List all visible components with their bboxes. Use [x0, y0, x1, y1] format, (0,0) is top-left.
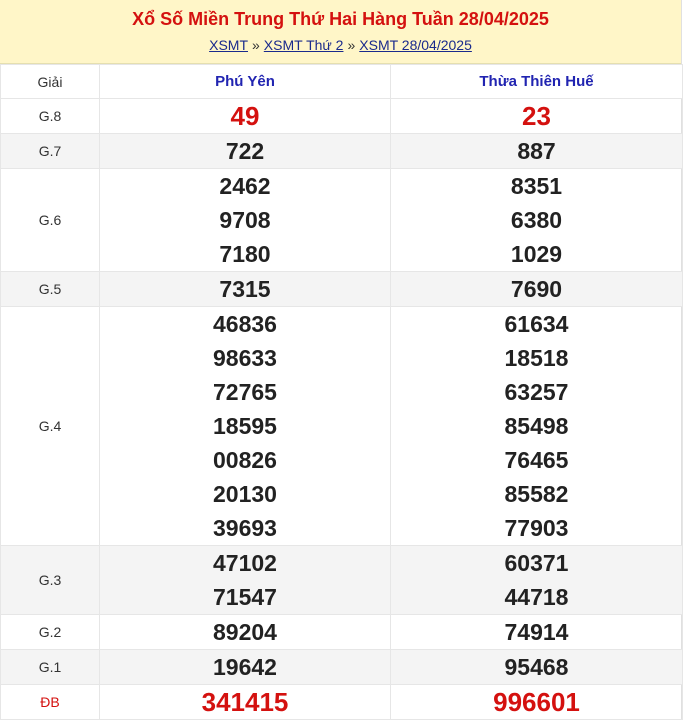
prize-column-header: Giải: [1, 65, 100, 99]
prize-number: 71547: [213, 584, 277, 610]
prize-cell-hue: [391, 307, 683, 546]
prize-number: 19642: [213, 654, 277, 680]
breadcrumb: [0, 37, 681, 53]
prize-number: 44718: [504, 584, 569, 610]
page-title: Xổ Số Miền Trung Thứ Hai Hàng Tuần 28/04/2025: [132, 9, 549, 29]
prize-cell-phu-yen: [100, 546, 391, 615]
prize-label: G.1: [1, 650, 100, 685]
prize-label: G.4: [1, 307, 100, 546]
prize-number: 8351: [510, 173, 563, 199]
prize-number: 85498: [504, 413, 569, 439]
prize-number: 00826: [213, 447, 277, 473]
prize-cell-phu-yen: [100, 615, 391, 650]
prize-number: 18518: [504, 345, 569, 371]
prize-number: 23: [522, 101, 551, 131]
prize-label: G.5: [1, 272, 100, 307]
prize-cell-phu-yen: [100, 307, 391, 546]
table-row: [1, 169, 683, 272]
prize-label: G.2: [1, 615, 100, 650]
prize-label: G.7: [1, 134, 100, 169]
prize-cell-hue: [391, 650, 683, 685]
prize-number: 46836: [213, 311, 277, 337]
prize-number: 47102: [213, 550, 277, 576]
prize-number: 722: [225, 138, 265, 164]
prize-number: 7315: [219, 276, 271, 302]
prize-cell-hue: [391, 272, 683, 307]
prize-number: 85582: [504, 481, 569, 507]
prize-number: 95468: [504, 654, 569, 680]
prize-cell-hue: [391, 134, 683, 169]
prize-label: G.3: [1, 546, 100, 615]
prize-number: 61634: [504, 311, 569, 337]
breadcrumb-xsmt-thu-2[interactable]: XSMT Thứ 2: [263, 37, 344, 53]
results-table: [0, 64, 683, 720]
prize-number: 20130: [213, 481, 277, 507]
page-header: [0, 0, 681, 64]
table-row: [1, 685, 683, 720]
prize-number: 72765: [213, 379, 277, 405]
prize-cell-hue: [391, 169, 683, 272]
prize-number: 77903: [504, 515, 569, 541]
prize-rows: [1, 99, 683, 720]
prize-cell-hue: [391, 99, 683, 134]
prize-cell-phu-yen: [100, 99, 391, 134]
prize-number: 60371: [504, 550, 569, 576]
prize-number: 6380: [510, 207, 563, 233]
prize-number: 76465: [504, 447, 569, 473]
table-row: [1, 307, 683, 546]
breadcrumb-xsmt[interactable]: XSMT: [209, 37, 248, 53]
prize-cell-phu-yen: [100, 650, 391, 685]
table-row: [1, 546, 683, 615]
prize-number: 2462: [219, 173, 271, 199]
prize-number: 1029: [510, 241, 563, 267]
breadcrumb-xsmt-date[interactable]: XSMT 28/04/2025: [359, 37, 472, 53]
prize-cell-phu-yen: [100, 685, 391, 720]
prize-number: 7690: [510, 276, 563, 302]
prize-number: 7180: [219, 241, 271, 267]
table-row: [1, 615, 683, 650]
prize-number: 996601: [493, 687, 580, 717]
prize-number: 63257: [504, 379, 569, 405]
table-row: [1, 99, 683, 134]
prize-label: ĐB: [1, 685, 100, 720]
prize-cell-phu-yen: [100, 134, 391, 169]
prize-cell-hue: [391, 685, 683, 720]
prize-cell-phu-yen: [100, 272, 391, 307]
prize-number: 49: [230, 101, 260, 131]
prize-cell-phu-yen: [100, 169, 391, 272]
breadcrumb-separator: »: [252, 37, 260, 53]
province-header-hue[interactable]: Thừa Thiên Huế: [391, 65, 683, 99]
prize-cell-hue: [391, 615, 683, 650]
prize-number: 39693: [213, 515, 277, 541]
table-row: [1, 134, 683, 169]
prize-label: G.8: [1, 99, 100, 134]
prize-number: 9708: [219, 207, 271, 233]
prize-number: 887: [517, 138, 556, 164]
prize-number: 89204: [213, 619, 277, 645]
prize-number: 341415: [201, 687, 289, 717]
breadcrumb-separator: »: [347, 37, 356, 53]
table-row: [1, 272, 683, 307]
prize-number: 18595: [213, 413, 277, 439]
province-header-phu-yen[interactable]: Phú Yên: [100, 65, 391, 99]
table-row: [1, 650, 683, 685]
table-header-row: [1, 65, 683, 99]
prize-label: G.6: [1, 169, 100, 272]
prize-number: 74914: [504, 619, 569, 645]
prize-number: 98633: [213, 345, 277, 371]
prize-cell-hue: [391, 546, 683, 615]
